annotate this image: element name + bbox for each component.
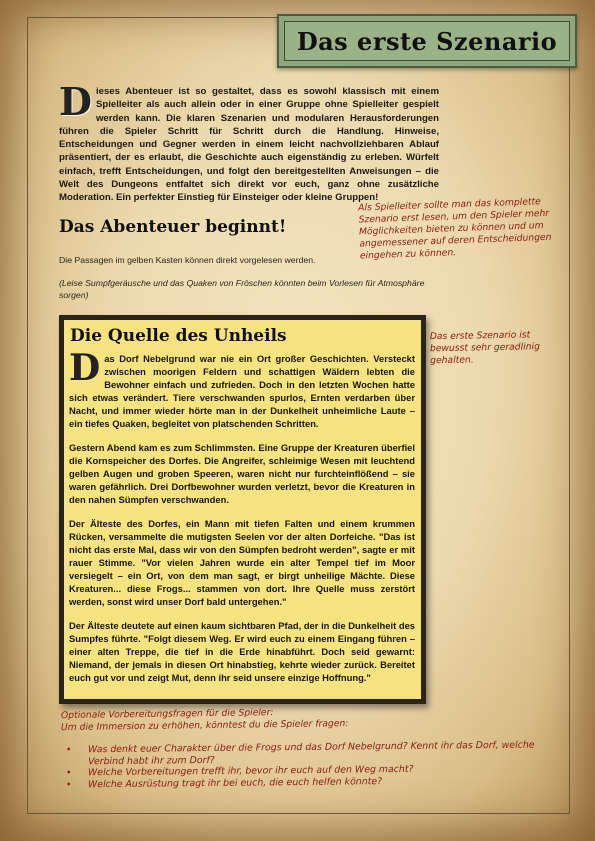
readbox-paragraph-3: Der Älteste des Dorfes, ein Mann mit tiefen Falten und einem krummen Rücken, versammelte die mutigsten Seelen vor der alten Dorfeiche. "Das ist nicht das erste Mal, dass wir von den Sümpfen bedroht werden", sagte er mit rauer Stimme. "Vor vielen Jahren wurde ein alter Tempel tief im Moor versiegelt – ein Ort, von dem man sagt, er birgt unheilige Mächte. Diese Kreaturen... diese Frogs... stammen von dort. Ihre Quelle muss zerstört werden, sonst wird unser Dorf bald untergehen." [69, 518, 415, 607]
adventure-instruction: Die Passagen im gelben Kasten können direkt vorgelesen werden. [59, 255, 316, 265]
read-aloud-box [59, 315, 426, 704]
intro-paragraph [59, 79, 439, 205]
questions-list [66, 739, 536, 790]
linear-margin-note: Das erste Szenario ist bewusst sehr geradlinig gehalten. [429, 329, 541, 367]
list-item: • Welche Ausrüstung tragt ihr bei euch, die euch helfen könnte? [66, 774, 536, 790]
readbox-paragraph-1: Das Dorf Nebelgrund war nie ein Ort großer Geschichten. Versteckt zwischen moorigen Feldern und schattigen Wäldern lebten die Bewohner einfach und zufrieden. Doch in den letzten Wochen hatte sich etwas verändert. Tiere verschwanden spurlos, Ernten verdarben über Nacht, und immer wieder hörte man in der Dunkelheit unheimliche Laute – ein tiefes Quaken, begleitet von platschenden Schritten. [69, 347, 415, 429]
readbox-paragraph-2: Gestern Abend kam es zum Schlimmsten. Eine Gruppe der Kreaturen überfiel die Kornspeicher des Dorfes. Die Angreifer, schleimige Wesen mit leuchtend gelben Augen und groben Speeren, waren nicht nur furchteinflößend – sie waren gefährlich. Drei Dorfbewohner wurden verletzt, bevor die Kreaturen in den nahen Sümpfen verschwanden. [69, 442, 415, 505]
title-banner [277, 14, 577, 68]
readbox-dropcap: D [69, 347, 101, 389]
adventure-heading: Das Abenteuer beginnt! [59, 217, 287, 237]
adventure-atmosphere-hint: (Leise Sumpfgeräusche und das Quaken von Fröschen könnten beim Vorlesen für Atmosphäre sorgen) [59, 278, 425, 300]
gm-margin-note: Als Spielleiter sollte man das komplette Szenario erst lesen, um den Spieler mehr Möglichkeiten bieten zu können und um angemessener auf deren Entscheidungen eingehen zu können. [358, 196, 552, 262]
list-item: • Was denkt euer Charakter über die Frogs und das Dorf Nebelgrund? Kennt ihr das Dorf, welche Verbind habt ihr zum Dorf? [66, 740, 536, 768]
questions-subtitle: Um die Immersion zu erhöhen, könntest du die Spieler fragen: [60, 718, 349, 734]
questions-title: Optionale Vorbereitungsfragen für die Spieler: [60, 707, 274, 722]
readbox-heading: Die Quelle des Unheils [70, 326, 287, 346]
intro-text: ieses Abenteuer ist so gestaltet, dass es sowohl klassisch mit einem Spielleiter als auch allein oder in einer Gruppe ohne Spielleiter gespielt werden kann. Die klaren Szenarien und modularen Herausforderungen führen die Spieler Schritt für Schritt durch die Handlung. Hinweise, Entscheidungen und Gegner werden in einem leicht nachvollziehbaren Ablauf präsentiert, der es erlaubt, die Geschichte auch eigenständig zu erleben. Würfelt einfach, trefft Entscheidungen, und folgt den bereitgestellten Anweisungen – die Welt des Dungeons entfaltet sich direkt vor euch, ganz ohne zusätzliche Moderation. Ein perfekter Einstieg für Einsteiger oder kleine Gruppen! [59, 86, 439, 204]
list-item: • Welche Vorbereitungen trefft ihr, bevor ihr euch auf den Weg macht? [66, 763, 536, 779]
intro-dropcap: D [59, 79, 92, 124]
readbox-paragraph-4: Der Älteste deutete auf einen kaum sichtbaren Pfad, der in die Dunkelheit des Sumpfes führte. "Folgt diesem Weg. Er wird euch zu einem Eingang führen – einer alten Treppe, die tief in die Erde hinabführt. Doch seid gewarnt: Niemand, der jemals in diesen Ort hinabstieg, kehrte wieder zurück. Bereitet euch gut vor und zeigt Mut, denn ihr seid unsere einzige Hoffnung." [69, 620, 415, 683]
page-title: Das erste Szenario [296, 26, 558, 56]
